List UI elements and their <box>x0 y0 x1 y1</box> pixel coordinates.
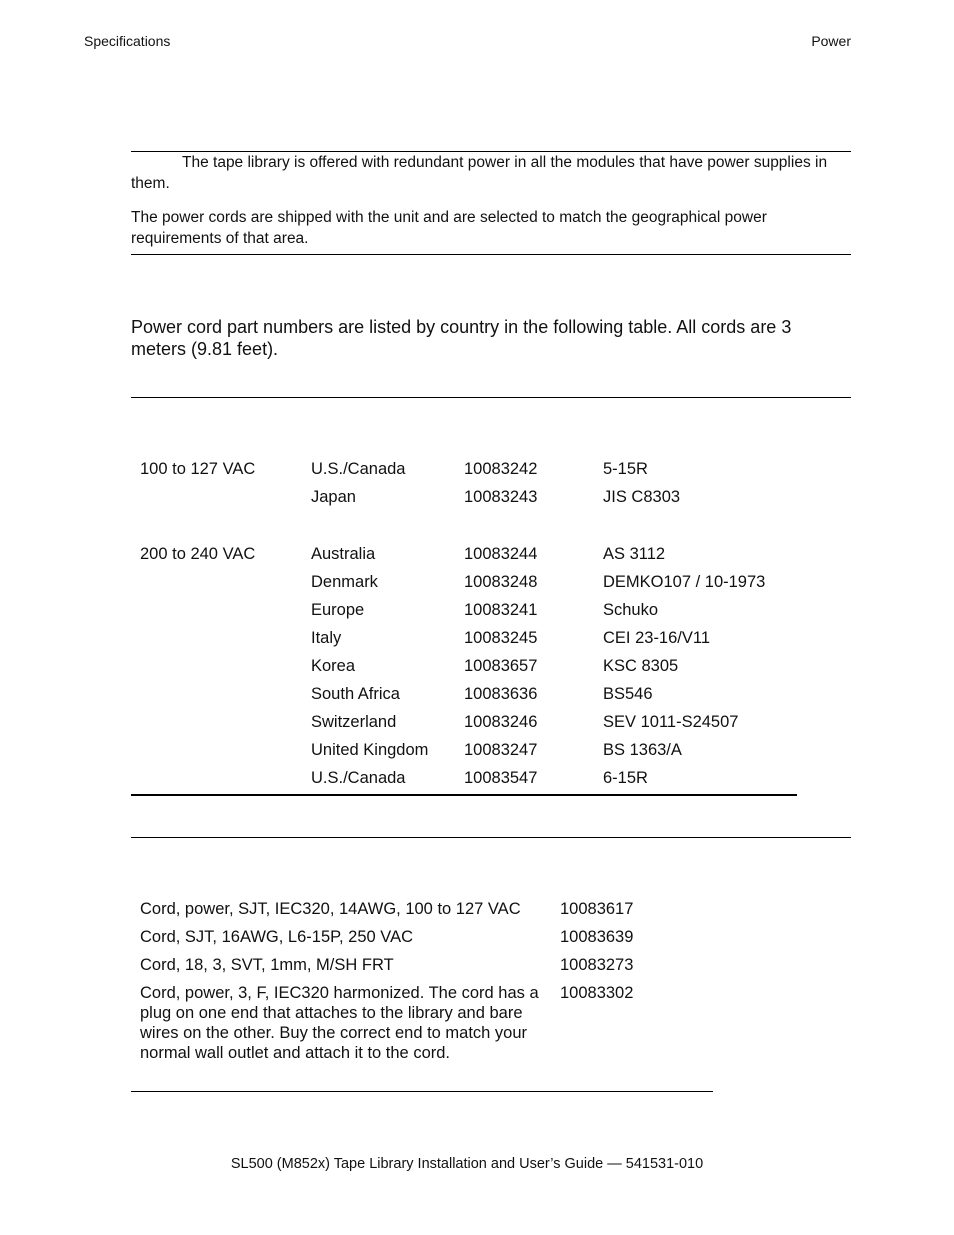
country-cell: Korea <box>311 657 356 675</box>
part-number-cell: 10083636 <box>464 685 538 703</box>
plug-type-cell: BS 1363/A <box>603 741 682 759</box>
cord-description-cell: Cord, 18, 3, SVT, 1mm, M/SH FRT <box>140 956 394 974</box>
part-number-cell: 10083657 <box>464 657 538 675</box>
cord-description-cell: Cord, power, 3, F, IEC320 harmonized. The cord has a plug on one end that attaches to the library and bare wires on the other. Buy the correct end to match your normal wall outlet and attach it to the cord. <box>140 984 539 1062</box>
part-number-cell: 10083617 <box>560 900 634 918</box>
plug-type-cell: Schuko <box>603 601 659 619</box>
part-number-cell: 10083246 <box>464 713 538 731</box>
voltage-cell: 100 to 127 VAC <box>140 460 256 478</box>
running-header-topic: Power <box>811 33 851 49</box>
part-number-cell: 10083247 <box>464 741 538 759</box>
voltage-cell: 200 to 240 VAC <box>140 545 256 563</box>
other-cords-top-rule <box>131 837 851 838</box>
note-bottom-rule <box>131 254 851 255</box>
plug-type-cell: DEMKO107 / 10-1973 <box>603 573 766 591</box>
part-number-cell: 10083273 <box>560 956 634 974</box>
part-number-cell: 10083248 <box>464 573 538 591</box>
plug-type-cell: BS546 <box>603 685 653 703</box>
country-cell: U.S./Canada <box>311 460 406 478</box>
cords-table-top-rule <box>131 397 851 398</box>
part-number-cell: 10083241 <box>464 601 538 619</box>
cord-description-cell: Cord, SJT, 16AWG, L6-15P, 250 VAC <box>140 928 413 946</box>
plug-type-cell: 5-15R <box>603 460 648 478</box>
other-cords-bottom-rule <box>131 1091 713 1092</box>
country-cell: Switzerland <box>311 713 397 731</box>
country-cell: Japan <box>311 488 356 506</box>
country-cell: United Kingdom <box>311 741 429 759</box>
cords-table-bottom-rule <box>131 794 797 796</box>
country-cell: Europe <box>311 601 365 619</box>
plug-type-cell: 6-15R <box>603 769 648 787</box>
plug-type-cell: KSC 8305 <box>603 657 679 675</box>
part-number-cell: 10083547 <box>464 769 538 787</box>
country-cell: Denmark <box>311 573 378 591</box>
plug-type-cell: AS 3112 <box>603 545 666 563</box>
intro-paragraph: Power cord part numbers are listed by country in the following table. All cords are 3 meters (9.81 feet). <box>131 317 792 359</box>
part-number-cell: 10083639 <box>560 928 634 946</box>
country-cell: U.S./Canada <box>311 769 406 787</box>
note-paragraph-2: The power cords are shipped with the unit and are selected to match the geographical power requirements of that area. <box>131 209 767 247</box>
country-cell: South Africa <box>311 685 400 703</box>
country-cell: Italy <box>311 629 342 647</box>
cord-description-cell: Cord, power, SJT, IEC320, 14AWG, 100 to 127 VAC <box>140 900 521 918</box>
part-number-cell: 10083245 <box>464 629 538 647</box>
plug-type-cell: CEI 23-16/V11 <box>603 629 711 647</box>
note-paragraph-1: The tape library is offered with redundant power in all the modules that have power supplies in them. <box>131 154 828 192</box>
part-number-cell: 10083243 <box>464 488 538 506</box>
page-footer: SL500 (M852x) Tape Library Installation and User’s Guide — 541531-010 <box>230 1156 704 1172</box>
plug-type-cell: SEV 1011-S24507 <box>603 713 739 731</box>
running-header-section: Specifications <box>84 33 171 49</box>
part-number-cell: 10083244 <box>464 545 538 563</box>
plug-type-cell: JIS C8303 <box>603 488 681 506</box>
country-cell: Australia <box>311 545 376 563</box>
part-number-cell: 10083242 <box>464 460 538 478</box>
part-number-cell: 10083302 <box>560 984 634 1002</box>
